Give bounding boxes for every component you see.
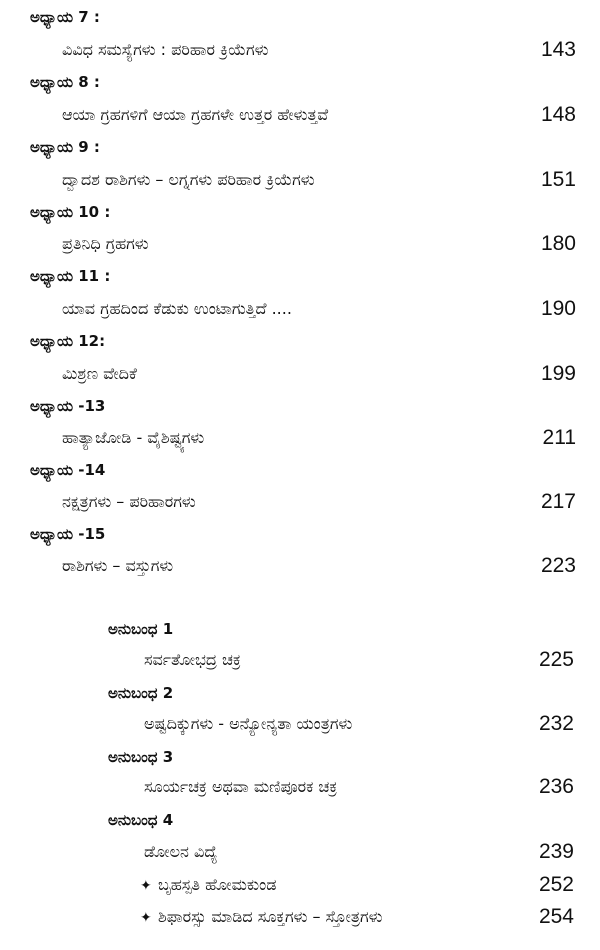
entry-title: ಪ್ರತಿನಿಧಿ ಗ್ರಹಗಳು — [62, 234, 149, 253]
entry-title: ಆಯಾ ಗ್ರಹಗಳಿಗೆ ಆಯಾ ಗ್ರಹಗಳೇ ಉತ್ತರ ಹೇಳುತ್ತವೆ — [62, 105, 329, 124]
entry-title: ಶಿಫಾರಸ್ಸು ಮಾಡಿದ ಸೂಕ್ತಗಳು – ಸ್ತೋತ್ರಗಳು — [158, 907, 383, 926]
chapter-heading: ಅಧ್ಯಾಯ 7 : — [30, 8, 100, 26]
bullet-entry — [140, 907, 382, 927]
appendix-heading: ಅನುಬಂಧ 2 — [108, 684, 174, 702]
entry-title: ಮಿಶ್ರಣ ವೇದಿಕೆ — [62, 364, 137, 383]
star-bullet-icon: ✦ — [140, 878, 152, 894]
appendix-heading: ಅನುಬಂಧ 4 — [108, 811, 174, 829]
page-number: 180 — [540, 232, 576, 255]
chapter-heading: ಅಧ್ಯಾಯ 12: — [30, 332, 106, 350]
entry-title: ಯಾವ ಗ್ರಹದಿಂದ ಕೆಡುಕು ಉಂಟಾಗುತ್ತಿದೆ .... — [62, 299, 292, 318]
page-number: 211 — [542, 426, 576, 449]
page-number: 143 — [540, 38, 576, 61]
page-number: 236 — [538, 775, 574, 798]
appendix-heading: ಅನುಬಂಧ 3 — [108, 748, 174, 766]
bullet-entry — [140, 875, 276, 895]
page-number: 148 — [540, 103, 576, 126]
entry-title: ಸೂರ್ಯಚಕ್ರ ಅಥವಾ ಮಣಿಪೂರಕ ಚಕ್ರ — [144, 777, 338, 796]
chapter-heading: ಅಧ್ಯಾಯ 8 : — [30, 73, 100, 91]
entry-title: ಅಷ್ಟದಿಕ್ಕುಗಳು - ಅನ್ಯೋನ್ಯತಾ ಯಂತ್ರಗಳು — [144, 714, 353, 733]
page-number: 232 — [538, 712, 574, 735]
entry-title: ರಾಶಿಗಳು – ವಸ್ತುಗಳು — [62, 556, 174, 575]
entry-title: ಡೋಲನ ವಿದ್ಯೆ — [144, 842, 218, 861]
entry-title: ಹಾತ್ಯಾಜೋಡಿ - ವೈಶಿಷ್ಟ್ಯಗಳು — [62, 428, 205, 447]
chapter-heading: ಅಧ್ಯಾಯ -14 — [30, 461, 106, 479]
chapter-heading: ಅಧ್ಯಾಯ 10 : — [30, 203, 111, 221]
page-number: 252 — [538, 873, 574, 896]
page-number: 254 — [538, 905, 574, 928]
entry-title: ದ್ವಾದಶ ರಾಶಿಗಳು – ಲಗ್ನಗಳು ಪರಿಹಾರ ಕ್ರಿಯೆಗಳು — [62, 170, 315, 189]
chapter-heading: ಅಧ್ಯಾಯ -15 — [30, 525, 106, 543]
entry-title: ನಕ್ಷತ್ರಗಳು – ಪರಿಹಾರಗಳು — [62, 492, 196, 511]
appendix-heading: ಅನುಬಂಧ 1 — [108, 620, 174, 638]
chapter-heading: ಅಧ್ಯಾಯ -13 — [30, 397, 106, 415]
page-number: 151 — [540, 168, 576, 191]
star-bullet-icon: ✦ — [140, 910, 152, 926]
page-number: 223 — [540, 554, 576, 577]
entry-title: ಬೃಹಸ್ಪತಿ ಹೋಮಕುಂಡ — [158, 875, 277, 894]
chapter-heading: ಅಧ್ಯಾಯ 11 : — [30, 267, 111, 285]
entry-title: ವಿವಿಧ ಸಮಸ್ಯೆಗಳು : ಪರಿಹಾರ ಕ್ರಿಯೆಗಳು — [62, 40, 269, 59]
page-number: 225 — [538, 648, 574, 671]
page-number: 239 — [538, 840, 574, 863]
entry-title: ಸರ್ವತೋಭದ್ರ ಚಕ್ರ — [144, 650, 241, 669]
chapter-heading: ಅಧ್ಯಾಯ 9 : — [30, 138, 100, 156]
page-number: 190 — [540, 297, 576, 320]
page-number: 217 — [540, 490, 576, 513]
page-number: 199 — [540, 362, 576, 385]
